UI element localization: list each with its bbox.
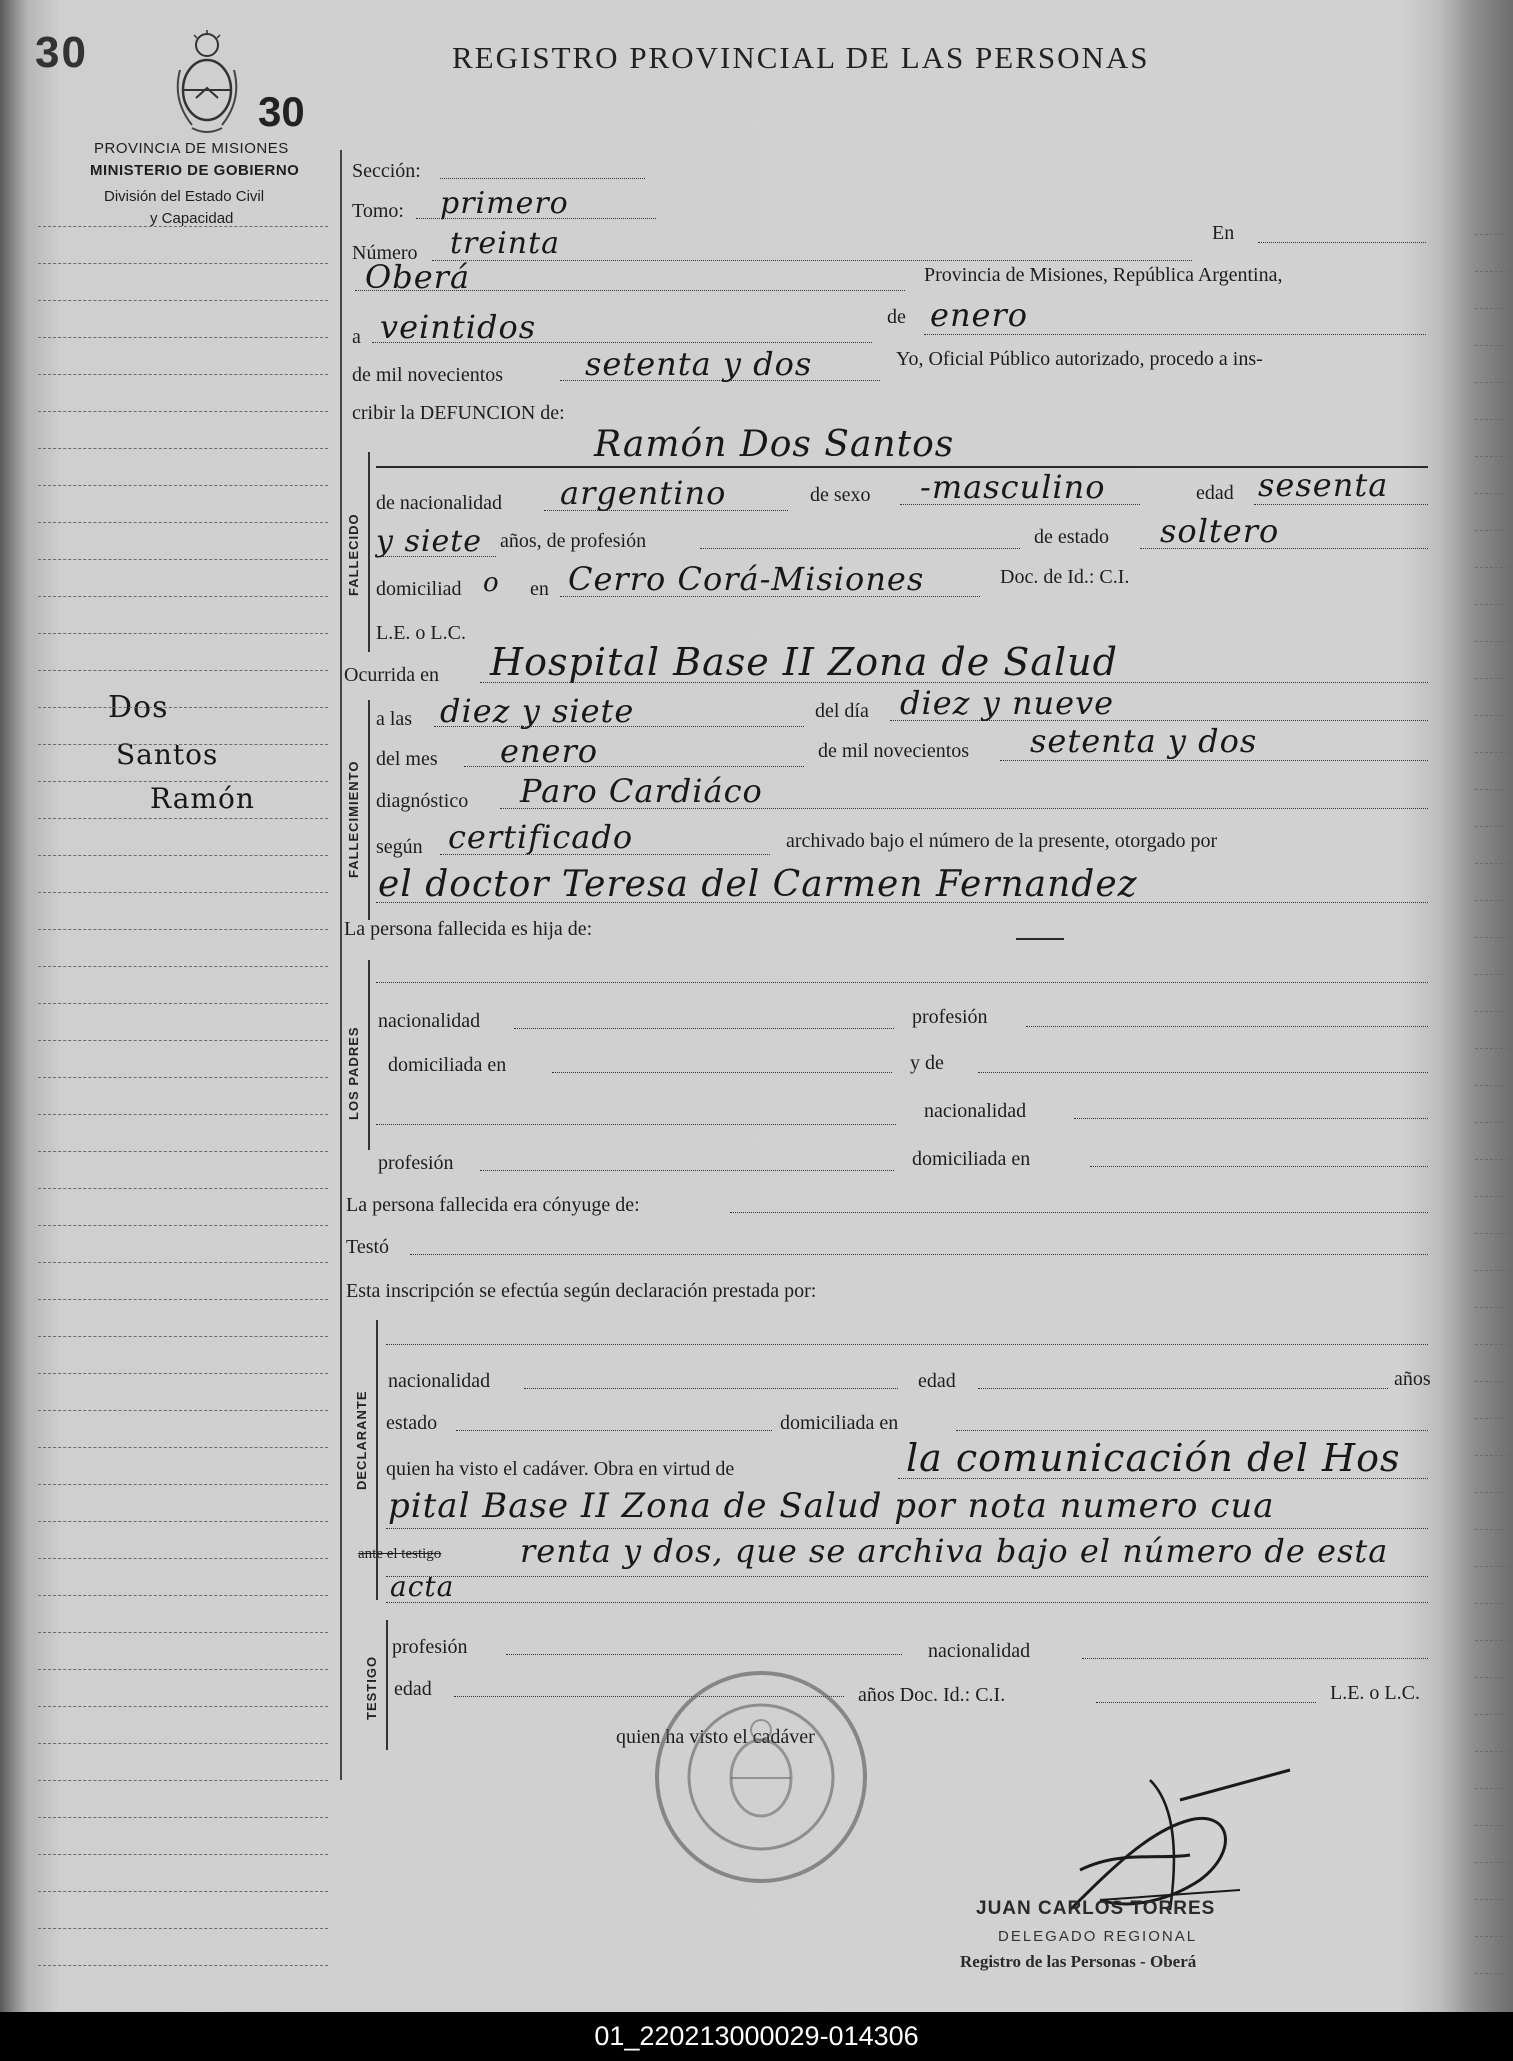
- label-quien-visto: quien ha visto el cadáver. Obra en virtud de: [386, 1458, 735, 1480]
- margin-rule-line: [38, 485, 328, 486]
- margin-rule-line: [38, 559, 328, 560]
- right-margin-rule-line: [1475, 271, 1513, 272]
- right-margin-rule-line: [1475, 456, 1513, 457]
- margin-rule-line: [38, 448, 328, 449]
- line-edad: [1254, 504, 1428, 505]
- right-margin-rule-line: [1475, 678, 1513, 679]
- label-inscripcion: Esta inscripción se efectúa según declaración prestada por:: [346, 1280, 817, 1302]
- value-obra-3: renta y dos, que se archiva bajo el número de esta: [520, 1532, 1389, 1570]
- label-nacionalidad-madre: nacionalidad: [924, 1100, 1027, 1122]
- line-edad-decl: [978, 1388, 1388, 1389]
- value-anio-fall: setenta y dos: [1030, 722, 1258, 760]
- value-lugar: Oberá: [365, 258, 471, 296]
- value-edad-cont: y siete: [376, 524, 483, 559]
- line-domicilio-madre: [1090, 1166, 1428, 1167]
- label-nacionalidad-padre: nacionalidad: [378, 1010, 481, 1032]
- line-domicilio-decl: [956, 1430, 1428, 1431]
- margin-rule-line: [38, 1188, 328, 1189]
- right-margin-rule-line: [1475, 493, 1513, 494]
- line-estado-decl: [456, 1430, 772, 1431]
- line-doc-testigo: [1096, 1702, 1316, 1703]
- right-margin-rule-line: [1475, 1529, 1513, 1530]
- line-profesion-madre: [480, 1170, 894, 1171]
- right-margin-rule-line: [1475, 1011, 1513, 1012]
- value-obra: la comunicación del Hos: [906, 1436, 1401, 1480]
- office-line-2: MINISTERIO DE GOBIERNO: [90, 162, 300, 179]
- right-margin-rule-line: [1475, 1381, 1513, 1382]
- label-provincia: Provincia de Misiones, República Argentina,: [924, 264, 1283, 286]
- right-margin-rule-line: [1475, 1714, 1513, 1715]
- label-de: de: [887, 306, 906, 328]
- line-profesion: [700, 548, 1020, 549]
- value-medico: el doctor Teresa del Carmen Fernandez: [378, 864, 1138, 905]
- label-de-mil-novecientos: de mil novecientos: [818, 740, 970, 762]
- label-domiciliada-padre: domiciliada en: [388, 1054, 507, 1076]
- side-label-padres: LOS PADRES: [346, 1026, 361, 1120]
- margin-rule-line: [38, 1854, 328, 1855]
- folio-stamp: 30: [258, 88, 305, 135]
- label-de-mil: de mil novecientos: [352, 364, 504, 386]
- right-margin-rule-line: [1475, 1455, 1513, 1456]
- line-profesion-testigo: [506, 1654, 902, 1655]
- right-margin-rule-line: [1475, 974, 1513, 975]
- line-nacionalidad-padre: [514, 1028, 894, 1029]
- label-cribir: cribir la DEFUNCION de:: [352, 402, 565, 424]
- footer-filename: 01_220213000029-014306: [0, 2012, 1513, 2061]
- margin-rule-line: [38, 226, 328, 227]
- label-diagnostico: diagnóstico: [376, 790, 469, 812]
- side-label-declarante: DECLARANTE: [354, 1390, 369, 1490]
- margin-rule-line: [38, 1040, 328, 1041]
- right-margin-rule-line: [1475, 1122, 1513, 1123]
- margin-rule-line: [38, 744, 328, 745]
- right-margin-rule-line: [1475, 1418, 1513, 1419]
- right-margin-rule-line: [1475, 530, 1513, 531]
- margin-rule-line: [38, 781, 328, 782]
- margin-rule-line: [38, 374, 328, 375]
- margin-rule-line: [38, 855, 328, 856]
- right-margin-rule-line: [1475, 1603, 1513, 1604]
- right-margin-rule-line: [1475, 1307, 1513, 1308]
- label-edad: edad: [1196, 482, 1234, 504]
- margin-rule-line: [38, 1706, 328, 1707]
- label-archivado: archivado bajo el número de la presente, otorgado por: [786, 830, 1218, 852]
- label-edad-decl: edad: [918, 1370, 956, 1392]
- label-nacionalidad-decl: nacionalidad: [388, 1370, 491, 1392]
- margin-rule-line: [38, 1669, 328, 1670]
- label-domiciliada-madre: domiciliada en: [912, 1148, 1031, 1170]
- label-anos-decl: años: [1394, 1368, 1431, 1390]
- bracket-padres: [368, 960, 370, 1150]
- label-de-estado: de estado: [1034, 526, 1109, 548]
- form-left-border: [340, 150, 342, 1780]
- margin-name-3: Ramón: [150, 782, 255, 815]
- value-anio: setenta y dos: [585, 345, 813, 383]
- margin-rule-line: [38, 1521, 328, 1522]
- folio-corner: 30: [35, 28, 88, 77]
- label-a: a: [352, 326, 361, 348]
- line-obra-2: [386, 1528, 1428, 1529]
- right-margin-rule-line: [1475, 715, 1513, 716]
- line-declarante: [386, 1344, 1428, 1345]
- right-margin-rule-line: [1475, 1196, 1513, 1197]
- value-ocurrida: Hospital Base II Zona de Salud: [490, 640, 1118, 684]
- right-margin-rule-line: [1475, 419, 1513, 420]
- label-en: En: [1212, 222, 1235, 244]
- line-obra-3: [386, 1576, 1428, 1577]
- line-domicilio-padre: [552, 1072, 892, 1073]
- margin-name-2: Santos: [116, 738, 219, 771]
- dash-hija: [1016, 938, 1064, 940]
- label-hija-de: La persona fallecida es hija de:: [344, 918, 593, 940]
- label-anos-doc: años Doc. Id.: C.I.: [858, 1684, 1006, 1706]
- side-label-testigo: TESTIGO: [364, 1655, 379, 1720]
- right-margin-rule-line: [1475, 1233, 1513, 1234]
- margin-rule-line: [38, 1077, 328, 1078]
- right-margin-rule-line: [1475, 1973, 1513, 1974]
- line-conyuge: [730, 1212, 1428, 1213]
- label-de-nacionalidad: de nacionalidad: [376, 492, 503, 514]
- value-domicilio: Cerro Corá-Misiones: [568, 560, 925, 598]
- right-margin-rule-line: [1475, 1566, 1513, 1567]
- official-seal-stamp: [652, 1668, 870, 1886]
- label-nacionalidad-testigo: nacionalidad: [928, 1640, 1031, 1662]
- right-margin-rule-line: [1475, 752, 1513, 753]
- right-margin-rule-line: [1475, 641, 1513, 642]
- margin-rule-line: [38, 1558, 328, 1559]
- label-seccion: Sección:: [352, 160, 421, 182]
- line-obra-4: [386, 1602, 1428, 1603]
- right-margin-rule-line: [1475, 382, 1513, 383]
- label-numero: Número: [352, 242, 418, 264]
- label-quien-cadaver: quien ha visto el cadáver: [616, 1726, 815, 1748]
- right-margin-rule-line: [1475, 1085, 1513, 1086]
- right-margin-rule-line: [1475, 1344, 1513, 1345]
- margin-rule-line: [38, 596, 328, 597]
- label-doc-id: Doc. de Id.: C.I.: [1000, 566, 1130, 588]
- label-ocurrida-en: Ocurrida en: [344, 664, 439, 686]
- label-le-lc: L.E. o L.C.: [376, 622, 466, 644]
- label-profesion-padre: profesión: [912, 1006, 988, 1028]
- right-margin-rule-line: [1475, 308, 1513, 309]
- margin-rule-line: [38, 1003, 328, 1004]
- right-margin-rule-line: [1475, 604, 1513, 605]
- line-profesion-padre: [1026, 1026, 1428, 1027]
- label-anos-profesion: años, de profesión: [500, 530, 647, 552]
- label-y-de: y de: [910, 1052, 944, 1074]
- value-domicilio-sufijo: o: [483, 568, 500, 598]
- margin-rule-line: [38, 633, 328, 634]
- label-en-domicilio: en: [530, 578, 549, 600]
- label-edad-testigo: edad: [394, 1678, 432, 1700]
- value-nacionalidad: argentino: [560, 474, 727, 512]
- side-label-fallecido: FALLECIDO: [346, 513, 361, 596]
- right-margin-rule-line: [1475, 345, 1513, 346]
- margin-rule-line: [38, 1817, 328, 1818]
- line-seccion: [440, 178, 645, 179]
- office-line-1: PROVINCIA DE MISIONES: [94, 140, 289, 157]
- right-margin-rule-line: [1475, 863, 1513, 864]
- right-margin-rule-line: [1475, 900, 1513, 901]
- right-margin-rule-line: [1475, 1899, 1513, 1900]
- label-estado-decl: estado: [386, 1412, 438, 1434]
- label-conyuge: La persona fallecida era cónyuge de:: [346, 1194, 640, 1216]
- margin-rule-line: [38, 1780, 328, 1781]
- margin-rule-line: [38, 1114, 328, 1115]
- line-anio-fall: [1000, 760, 1428, 761]
- signature-name: JUAN CARLOS TORRES: [976, 1898, 1216, 1919]
- right-margin-rule-line: [1475, 1640, 1513, 1641]
- margin-rule-line: [38, 337, 328, 338]
- right-margin-rule-line: [1475, 1677, 1513, 1678]
- line-madre-cont: [376, 1124, 896, 1125]
- coat-of-arms-emblem: [172, 30, 242, 140]
- margin-rule-line: [38, 1928, 328, 1929]
- office-line-3: División del Estado Civil: [104, 188, 265, 205]
- value-numero: treinta: [450, 226, 561, 261]
- margin-rule-line: [38, 1891, 328, 1892]
- margin-rule-line: [38, 1595, 328, 1596]
- label-tomo: Tomo:: [352, 200, 404, 222]
- right-margin-rule-line: [1475, 937, 1513, 938]
- margin-rule-line: [38, 1299, 328, 1300]
- bracket-fallecido: [368, 452, 370, 652]
- right-margin-rule-line: [1475, 1788, 1513, 1789]
- margin-rule-line: [38, 1262, 328, 1263]
- value-dia: veintidos: [380, 308, 537, 346]
- right-margin-rule-line: [1475, 1270, 1513, 1271]
- side-label-fallecimiento: FALLECIMIENTO: [346, 760, 361, 878]
- value-sexo: -masculino: [920, 468, 1106, 506]
- label-a-las: a las: [376, 708, 413, 730]
- right-margin-rule-line: [1475, 1936, 1513, 1937]
- margin-rule-line: [38, 522, 328, 523]
- label-profesion-madre: profesión: [378, 1152, 454, 1174]
- label-ante-testigos: ante el testigo: [358, 1546, 442, 1562]
- margin-rule-line: [38, 1225, 328, 1226]
- label-del-mes: del mes: [376, 748, 438, 770]
- margin-rule-line: [38, 300, 328, 301]
- right-margin-rule-line: [1475, 789, 1513, 790]
- office-line-4: y Capacidad: [150, 210, 234, 227]
- right-margin-rule-line: [1475, 1159, 1513, 1160]
- line-mes: [924, 334, 1426, 335]
- value-mes: enero: [930, 296, 1029, 334]
- label-testo: Testó: [346, 1236, 390, 1258]
- margin-rule-line: [38, 263, 328, 264]
- value-dia-fall: diez y nueve: [900, 684, 1115, 722]
- signature-role: DELEGADO REGIONAL: [998, 1928, 1198, 1945]
- value-estado: soltero: [1160, 512, 1280, 550]
- right-margin-rule-line: [1475, 1048, 1513, 1049]
- line-en: [1258, 242, 1426, 243]
- margin-rule-line: [38, 670, 328, 671]
- margin-rule-line: [38, 1632, 328, 1633]
- line-nacionalidad-testigo: [1082, 1658, 1428, 1659]
- value-mes-fall: enero: [500, 732, 599, 770]
- right-margin-rule-line: [1475, 567, 1513, 568]
- margin-rule-line: [38, 1373, 328, 1374]
- label-yo-oficial: Yo, Oficial Público autorizado, procedo a ins-: [896, 348, 1263, 370]
- bracket-testigo: [386, 1620, 388, 1750]
- line-padre: [376, 982, 1428, 983]
- margin-rule-line: [38, 966, 328, 967]
- value-nombre: Ramón Dos Santos: [594, 424, 955, 465]
- page-title: REGISTRO PROVINCIAL DE LAS PERSONAS: [452, 40, 1150, 75]
- margin-rule-line: [38, 707, 328, 708]
- label-domiciliado: domiciliad: [376, 578, 462, 600]
- margin-rule-line: [38, 411, 328, 412]
- value-obra-2: pital Base II Zona de Salud por nota numero cua: [388, 1486, 1275, 1526]
- value-tomo: primero: [440, 186, 569, 221]
- bracket-fallecimiento: [368, 700, 370, 920]
- label-profesion-testigo: profesión: [392, 1636, 468, 1658]
- label-domiciliada-decl: domiciliada en: [780, 1412, 899, 1434]
- label-de-sexo: de sexo: [810, 484, 871, 506]
- right-margin-rule-line: [1475, 234, 1513, 235]
- right-margin-rule-line: [1475, 1862, 1513, 1863]
- line-nacionalidad-madre: [1074, 1118, 1428, 1119]
- value-diagnostico: Paro Cardiáco: [520, 772, 763, 810]
- margin-rule-line: [38, 1447, 328, 1448]
- value-certificado: certificado: [448, 818, 634, 856]
- label-segun: según: [376, 836, 423, 858]
- line-madre: [978, 1072, 1428, 1073]
- label-le-lc-testigo: L.E. o L.C.: [1330, 1682, 1420, 1704]
- right-margin-rule-line: [1475, 1492, 1513, 1493]
- signature-office: Registro de las Personas - Oberá: [960, 1952, 1197, 1971]
- margin-rule-line: [38, 892, 328, 893]
- label-del-dia: del día: [815, 700, 869, 722]
- value-hora: diez y siete: [440, 692, 635, 730]
- right-margin-rule-line: [1475, 826, 1513, 827]
- margin-rule-line: [38, 1151, 328, 1152]
- margin-rule-line: [38, 929, 328, 930]
- margin-rule-line: [38, 1484, 328, 1485]
- margin-rule-line: [38, 1743, 328, 1744]
- value-edad: sesenta: [1258, 466, 1389, 504]
- margin-rule-line: [38, 1410, 328, 1411]
- margin-rule-line: [38, 818, 328, 819]
- margin-rule-line: [38, 1965, 328, 1966]
- margin-rule-line: [38, 1336, 328, 1337]
- right-margin-rule-line: [1475, 1825, 1513, 1826]
- line-testo: [410, 1254, 1428, 1255]
- value-obra-4: acta: [390, 1570, 455, 1603]
- margin-name-1: Dos: [108, 690, 169, 725]
- line-nacionalidad-decl: [524, 1388, 898, 1389]
- right-margin-rule-line: [1475, 1751, 1513, 1752]
